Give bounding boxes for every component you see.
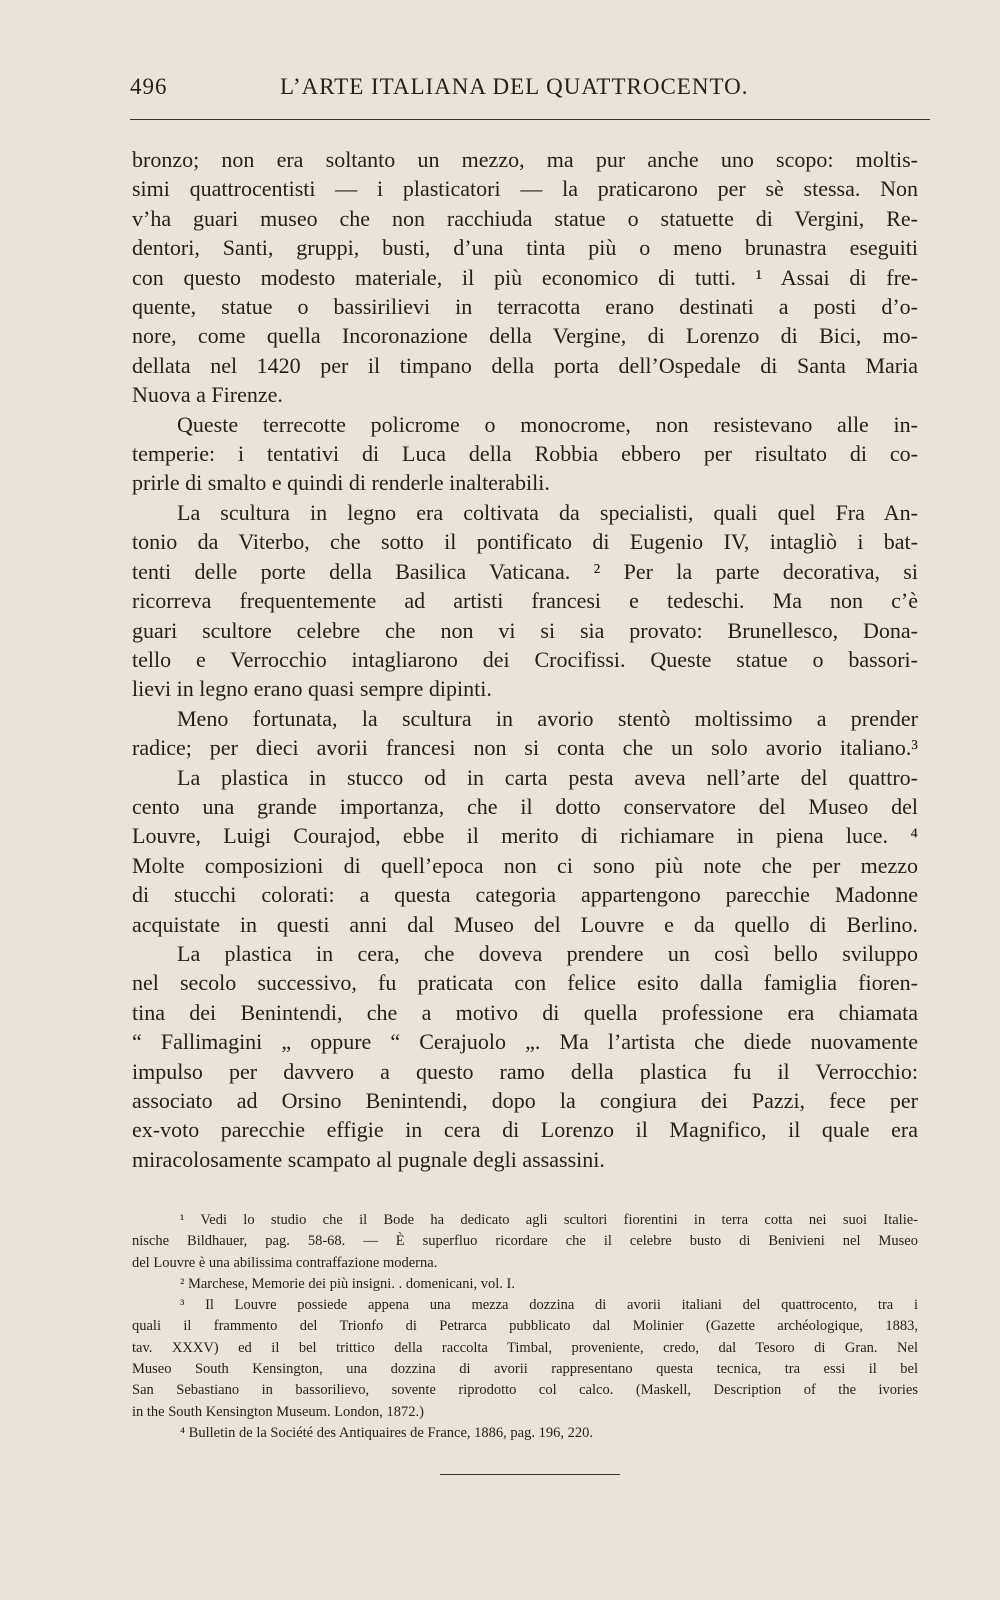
text-line: ex-voto parecchie effigie in cera di Lorenzo il Magnifico, il quale era [132, 1117, 918, 1143]
text-line: tonio da Viterbo, che sotto il pontificato di Eugenio IV, intagliò i bat- [132, 529, 918, 555]
text-line: bronzo; non era soltanto un mezzo, ma pur anche uno scopo: moltis- [132, 147, 918, 172]
text-line: Queste terrecotte policrome o monocrome, non resistevano alle in- [177, 411, 918, 437]
header-rule [130, 119, 930, 120]
text-line: La plastica in cera, che doveva prendere un così bello sviluppo [177, 940, 918, 966]
text-line: nel secolo successivo, fu praticata con felice esito dalla famiglia fioren- [132, 970, 918, 996]
text-line: prirle di smalto e quindi di renderle inalterabili. [132, 470, 550, 496]
text-line: acquistate in questi anni dal Museo del Louvre e da quello di Berlino. [132, 911, 918, 937]
footnote-line: nische Bildhauer, pag. 58-68. — È superfluo ricordare che il celebre busto di Benivieni nel Museo [132, 1233, 918, 1250]
footnote-line: del Louvre è una abilissima contraffazione moderna. [132, 1254, 438, 1271]
text-line: “ Fallimagini „ oppure “ Cerajuolo „. Ma l’artista che diede nuovamente [132, 1029, 918, 1055]
text-line: con questo modesto materiale, il più economico di tutti. ¹ Assai di fre- [132, 264, 918, 290]
footnote-line: San Sebastiano in bassorilievo, sovente riprodotto col calco. (Maskell, Description of the ivories [132, 1382, 918, 1399]
text-line: cento una grande importanza, che il dotto conservatore del Museo del [132, 793, 918, 819]
text-line: Molte composizioni di quell’epoca non ci sono più note che per mezzo [132, 852, 918, 878]
text-line: nore, come quella Incoronazione della Vergine, di Lorenzo di Bici, mo- [132, 323, 918, 349]
text-line: tello e Verrocchio intagliarono dei Crocifissi. Queste statue o bassori- [132, 646, 918, 672]
footnote-line: Museo South Kensington, una dozzina di avorii rappresentano questa tecnica, tra essi il bel [132, 1361, 918, 1378]
text-line: La scultura in legno era coltivata da specialisti, quali quel Fra An- [177, 499, 918, 525]
text-line: impulso per davvero a questo ramo della plastica fu il Verrocchio: [132, 1058, 918, 1084]
text-line: lievi in legno erano quasi sempre dipinti. [132, 676, 492, 702]
text-line: Nuova a Firenze. [132, 382, 283, 408]
text-line: miracolosamente scampato al pugnale degli assassini. [132, 1146, 605, 1172]
footnote-line: tav. XXXV) ed il bel trittico della raccolta Timbal, proveniente, credo, dal Tesoro di Gran. Nel [132, 1339, 918, 1356]
main-text [132, 145, 918, 1174]
text-line: tenti delle porte della Basilica Vaticana. ² Per la parte decorativa, si [132, 558, 918, 584]
text-line: radice; per dieci avorii francesi non si conta che un solo avorio italiano.³ [132, 735, 918, 761]
footnote-line: quali il frammento del Trionfo di Petrarca pubblicato dal Molinier (Gazette archéologique, 1883, [132, 1318, 918, 1335]
text-line: La plastica in stucco od in carta pesta aveva nell’arte del quattro- [177, 764, 918, 790]
footnote-line: ³ Il Louvre possiede appena una mezza dozzina di avorii italiani del quattrocento, tra i [180, 1297, 918, 1314]
text-line: simi quattrocentisti — i plasticatori — la praticarono per sè stessa. Non [132, 176, 918, 202]
bottom-rule [440, 1474, 620, 1475]
page-header [130, 74, 930, 104]
text-line: di stucchi colorati: a questa categoria appartengono parecchie Madonne [132, 882, 918, 908]
running-title: L’ARTE ITALIANA DEL QUATTROCENTO. [280, 74, 749, 99]
text-line: dentori, Santi, gruppi, busti, d’una tinta più o meno brunastra eseguiti [132, 235, 918, 261]
text-line: quente, statue o bassirilievi in terracotta erano destinati a posti d’o- [132, 294, 918, 320]
text-line: Meno fortunata, la scultura in avorio stentò moltissimo a prender [177, 705, 918, 731]
text-line: tina dei Benintendi, che a motivo di quella professione era chiamata [132, 999, 918, 1025]
footnotes [132, 1210, 918, 1444]
text-line: temperie: i tentativi di Luca della Robbia ebbero per risultato di co- [132, 441, 918, 467]
text-line: associato ad Orsino Benintendi, dopo la congiura dei Pazzi, fece per [132, 1088, 918, 1113]
text-line: guari scultore celebre che non vi si sia provato: Brunellesco, Dona- [132, 617, 918, 643]
footnote-line: ² Marchese, Memorie dei più insigni. . domenicani, vol. I. [180, 1275, 515, 1292]
text-line: dellata nel 1420 per il timpano della porta dell’Ospedale di Santa Maria [132, 352, 918, 378]
page-number: 496 [130, 74, 168, 99]
footnote-line: ¹ Vedi lo studio che il Bode ha dedicato agli scultori fiorentini in terra cotta nei suoi Italie- [180, 1212, 918, 1228]
text-line: Louvre, Luigi Courajod, ebbe il merito di richiamare in piena luce. ⁴ [132, 823, 918, 849]
footnote-line: in the South Kensington Museum. London, 1872.) [132, 1403, 425, 1420]
footnote-line: ⁴ Bulletin de la Société des Antiquaires de France, 1886, pag. 196, 220. [180, 1424, 593, 1441]
text-line: v’ha guari museo che non racchiuda statue o statuette di Vergini, Re- [132, 205, 918, 231]
text-line: ricorreva frequentemente ad artisti francesi e tedeschi. Ma non c’è [132, 588, 918, 614]
